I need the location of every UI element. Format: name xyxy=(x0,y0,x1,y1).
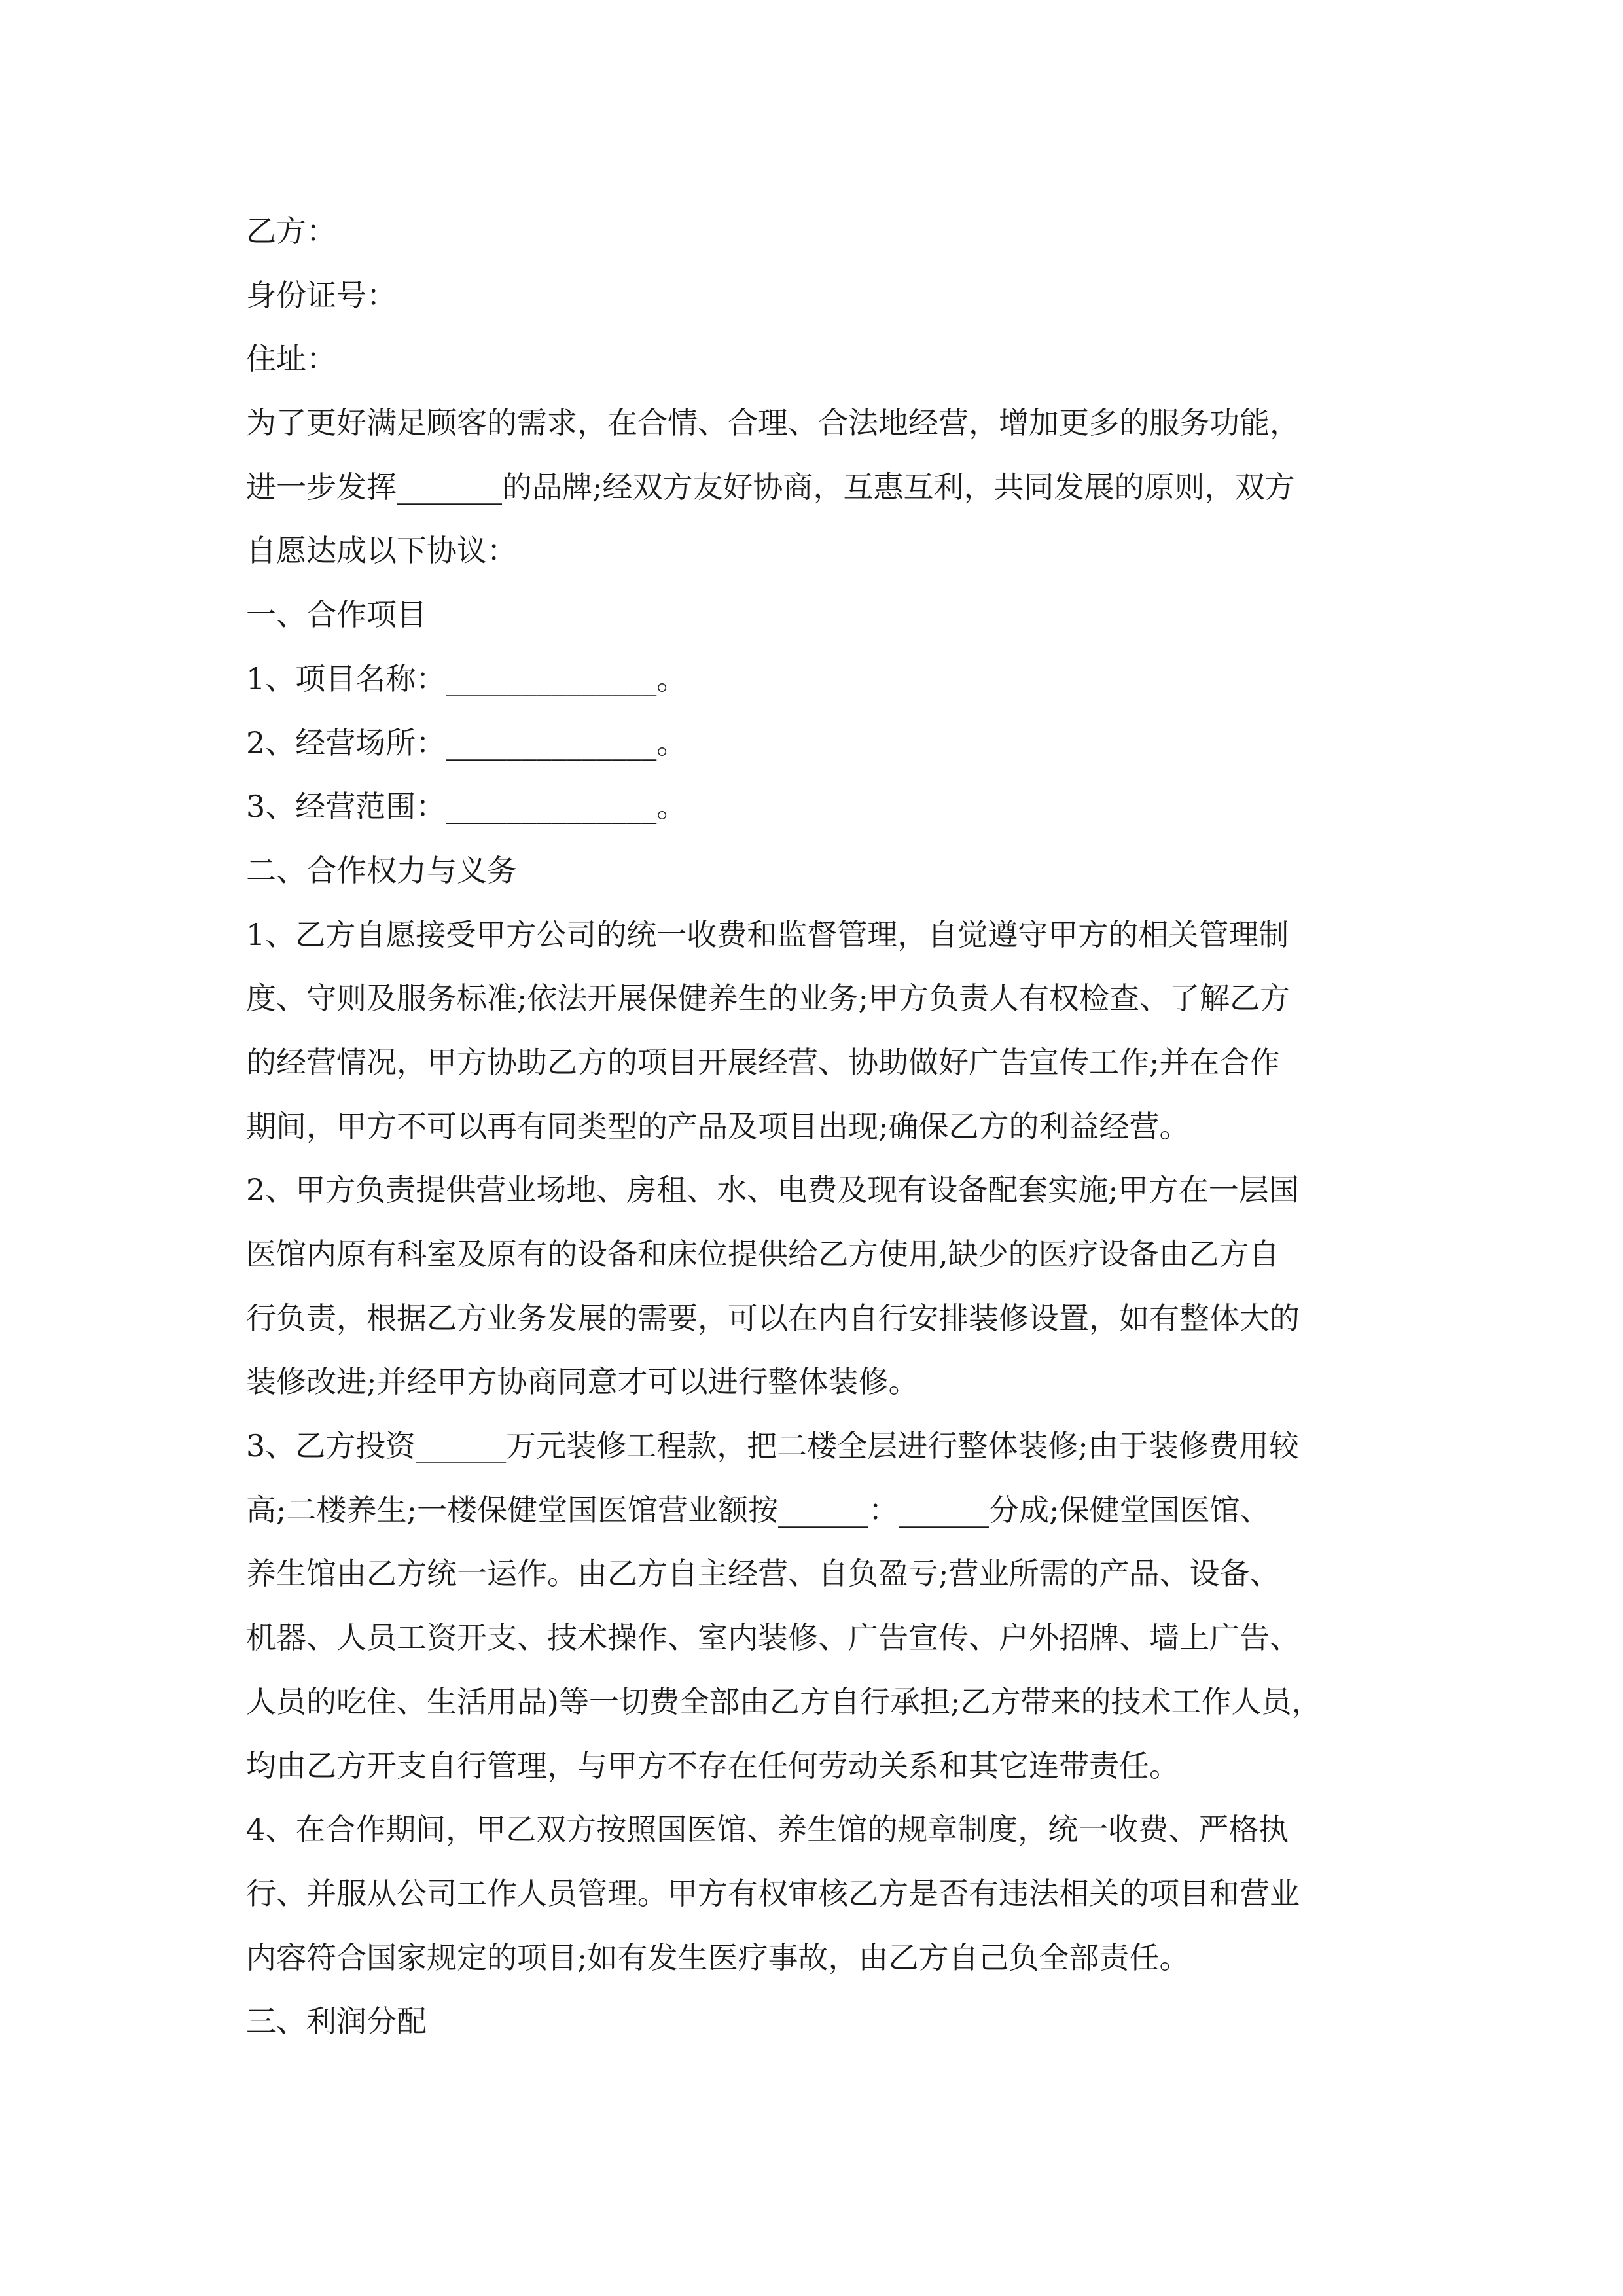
clause-line: 4、在合作期间，甲乙双方按照国医馆、养生馆的规章制度，统一收费、严格执 xyxy=(246,1812,1289,1848)
clause-line: 2、甲方负责提供营业场地、房租、水、电费及现有设备配套实施;甲方在一层国 xyxy=(246,1172,1299,1208)
clause-line: 行负责，根据乙方业务发展的需要，可以在内自行安排装修设置，如有整体大的 xyxy=(246,1300,1300,1336)
business-scope-line: 3、经营范围：______________。 xyxy=(246,789,687,825)
clause-line: 内容符合国家规定的项目;如有发生医疗事故，由乙方自己负全部责任。 xyxy=(246,1939,1190,1975)
section-heading-rights-obligations: 二、合作权力与义务 xyxy=(246,852,517,888)
section-heading-profit-distribution: 三、利润分配 xyxy=(246,2003,427,2039)
party-b-label: 乙方： xyxy=(246,213,336,249)
preamble-line: 自愿达成以下协议： xyxy=(246,533,517,569)
preamble-line: 进一步发挥_______的品牌;经双方友好协商，互惠互利，共同发展的原则，双方 xyxy=(246,469,1295,505)
clause-line: 行、并服从公司工作人员管理。甲方有权审核乙方是否有违法相关的项目和营业 xyxy=(246,1875,1300,1911)
document-body xyxy=(246,200,1385,2054)
clause-line: 1、乙方自愿接受甲方公司的统一收费和监督管理，自觉遵守甲方的相关管理制 xyxy=(246,916,1289,952)
clause-line: 装修改进;并经甲方协商同意才可以进行整体装修。 xyxy=(246,1364,919,1400)
clause-line: 养生馆由乙方统一运作。由乙方自主经营、自负盈亏;营业所需的产品、设备、 xyxy=(246,1556,1280,1592)
clause-line: 人员的吃住、生活用品)等一切费全部由乙方自行承担;乙方带来的技术工作人员， xyxy=(246,1683,1322,1719)
id-number-label: 身份证号： xyxy=(246,277,397,313)
clause-line: 期间，甲方不可以再有同类型的产品及项目出现;确保乙方的利益经营。 xyxy=(246,1108,1190,1144)
section-heading-cooperation-project: 一、合作项目 xyxy=(246,597,427,633)
clause-line: 度、守则及服务标准;依法开展保健养生的业务;甲方负责人有权检查、了解乙方 xyxy=(246,980,1290,1016)
clause-line: 3、乙方投资______万元装修工程款，把二楼全层进行整体装修;由于装修费用较 xyxy=(246,1428,1299,1464)
clause-line: 机器、人员工资开支、技术操作、室内装修、广告宣传、户外招牌、墙上广告、 xyxy=(246,1620,1300,1656)
project-name-line: 1、项目名称：______________。 xyxy=(246,660,687,696)
preamble-line: 为了更好满足顾客的需求，在合情、合理、合法地经营，增加更多的服务功能， xyxy=(246,405,1300,441)
clause-line: 均由乙方开支自行管理，与甲方不存在任何劳动关系和其它连带责任。 xyxy=(246,1748,1179,1784)
clause-line: 的经营情况，甲方协助乙方的项目开展经营、协助做好广告宣传工作;并在合作 xyxy=(246,1044,1280,1080)
address-label: 住址： xyxy=(246,341,336,377)
clause-line: 高;二楼养生;一楼保健堂国医馆营业额按______：______分成;保健堂国医馆、 xyxy=(246,1492,1270,1528)
clause-line: 医馆内原有科室及原有的设备和床位提供给乙方使用,缺少的医疗设备由乙方自 xyxy=(246,1236,1279,1272)
business-premises-line: 2、经营场所：______________。 xyxy=(246,725,687,761)
